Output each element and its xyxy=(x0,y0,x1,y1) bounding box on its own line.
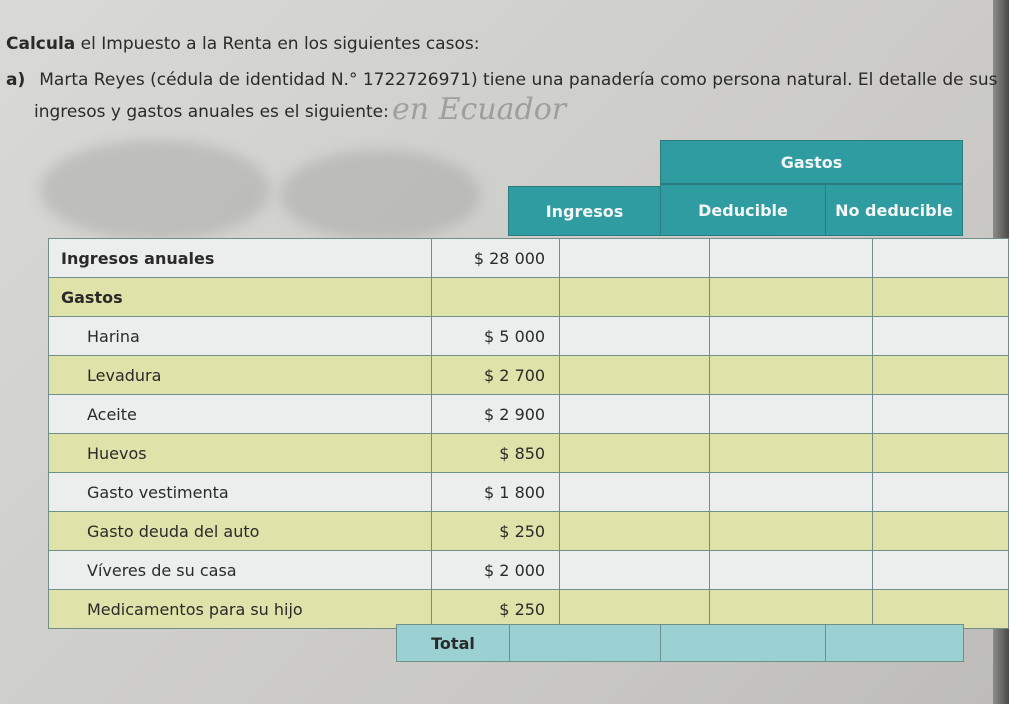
table-row xyxy=(49,317,1009,356)
ingresos-cell[interactable] xyxy=(560,473,710,512)
row-label: Víveres de su casa xyxy=(49,551,432,590)
no-deducible-cell[interactable] xyxy=(873,239,1009,278)
row-value xyxy=(431,278,559,317)
table-row xyxy=(49,239,1009,278)
row-value: $ 850 xyxy=(431,434,559,473)
row-value: $ 2 000 xyxy=(431,551,559,590)
deducible-cell[interactable] xyxy=(709,473,872,512)
ingresos-cell[interactable] xyxy=(560,278,710,317)
deducible-cell[interactable] xyxy=(709,278,872,317)
row-value: $ 28 000 xyxy=(431,239,559,278)
table-row xyxy=(49,590,1009,629)
header-gastos: Gastos xyxy=(660,140,963,184)
header-deducible: Deducible xyxy=(660,184,826,236)
table-row xyxy=(49,512,1009,551)
header-ingresos: Ingresos xyxy=(508,186,661,236)
row-label: Medicamentos para su hijo xyxy=(49,590,432,629)
ingresos-cell[interactable] xyxy=(560,512,710,551)
row-label: Aceite xyxy=(49,395,432,434)
row-value: $ 1 800 xyxy=(431,473,559,512)
total-label: Total xyxy=(396,624,510,662)
deducible-cell[interactable] xyxy=(709,239,872,278)
ingresos-cell[interactable] xyxy=(560,434,710,473)
row-value: $ 250 xyxy=(431,590,559,629)
no-deducible-cell[interactable] xyxy=(873,395,1009,434)
total-deducible-cell[interactable] xyxy=(660,624,826,662)
row-value: $ 250 xyxy=(431,512,559,551)
total-ingresos-cell[interactable] xyxy=(509,624,661,662)
ingresos-cell[interactable] xyxy=(560,317,710,356)
row-label: Gasto deuda del auto xyxy=(49,512,432,551)
deducible-cell[interactable] xyxy=(709,551,872,590)
deducible-cell[interactable] xyxy=(709,512,872,551)
table-row xyxy=(49,278,1009,317)
table-row xyxy=(49,551,1009,590)
item-text-line2: ingresos y gastos anuales es el siguiente: xyxy=(34,102,389,122)
row-value: $ 2 700 xyxy=(431,356,559,395)
row-label: Gasto vestimenta xyxy=(49,473,432,512)
no-deducible-cell[interactable] xyxy=(873,434,1009,473)
deducible-cell[interactable] xyxy=(709,356,872,395)
instruction-text: Calcula el Impuesto a la Renta en los siguientes casos: xyxy=(6,34,480,54)
table-row xyxy=(49,473,1009,512)
no-deducible-cell[interactable] xyxy=(873,551,1009,590)
background-shadow xyxy=(40,140,270,240)
row-label: Ingresos anuales xyxy=(49,239,432,278)
background-shadow xyxy=(280,150,480,240)
row-label: Levadura xyxy=(49,356,432,395)
income-expense-table xyxy=(48,238,1009,629)
total-no-deducible-cell[interactable] xyxy=(825,624,964,662)
deducible-cell[interactable] xyxy=(709,395,872,434)
row-value: $ 5 000 xyxy=(431,317,559,356)
ingresos-cell[interactable] xyxy=(560,239,710,278)
handwritten-note: en Ecuador xyxy=(392,92,567,127)
header-no-deducible: No deducible xyxy=(825,184,963,236)
ingresos-cell[interactable] xyxy=(560,590,710,629)
table-row xyxy=(49,395,1009,434)
item-marker: a) xyxy=(6,70,26,90)
no-deducible-cell[interactable] xyxy=(873,590,1009,629)
ingresos-cell[interactable] xyxy=(560,356,710,395)
row-value: $ 2 900 xyxy=(431,395,559,434)
no-deducible-cell[interactable] xyxy=(873,356,1009,395)
no-deducible-cell[interactable] xyxy=(873,473,1009,512)
table-row xyxy=(49,434,1009,473)
no-deducible-cell[interactable] xyxy=(873,317,1009,356)
deducible-cell[interactable] xyxy=(709,317,872,356)
deducible-cell[interactable] xyxy=(709,434,872,473)
row-label: Gastos xyxy=(49,278,432,317)
item-text-line1: Marta Reyes (cédula de identidad N.° 1722726971) tiene una panadería como persona natural. El detalle de sus xyxy=(39,70,998,90)
exercise-item xyxy=(6,70,998,90)
deducible-cell[interactable] xyxy=(709,590,872,629)
row-label: Harina xyxy=(49,317,432,356)
table-row xyxy=(49,356,1009,395)
no-deducible-cell[interactable] xyxy=(873,278,1009,317)
ingresos-cell[interactable] xyxy=(560,551,710,590)
row-label: Huevos xyxy=(49,434,432,473)
no-deducible-cell[interactable] xyxy=(873,512,1009,551)
ingresos-cell[interactable] xyxy=(560,395,710,434)
